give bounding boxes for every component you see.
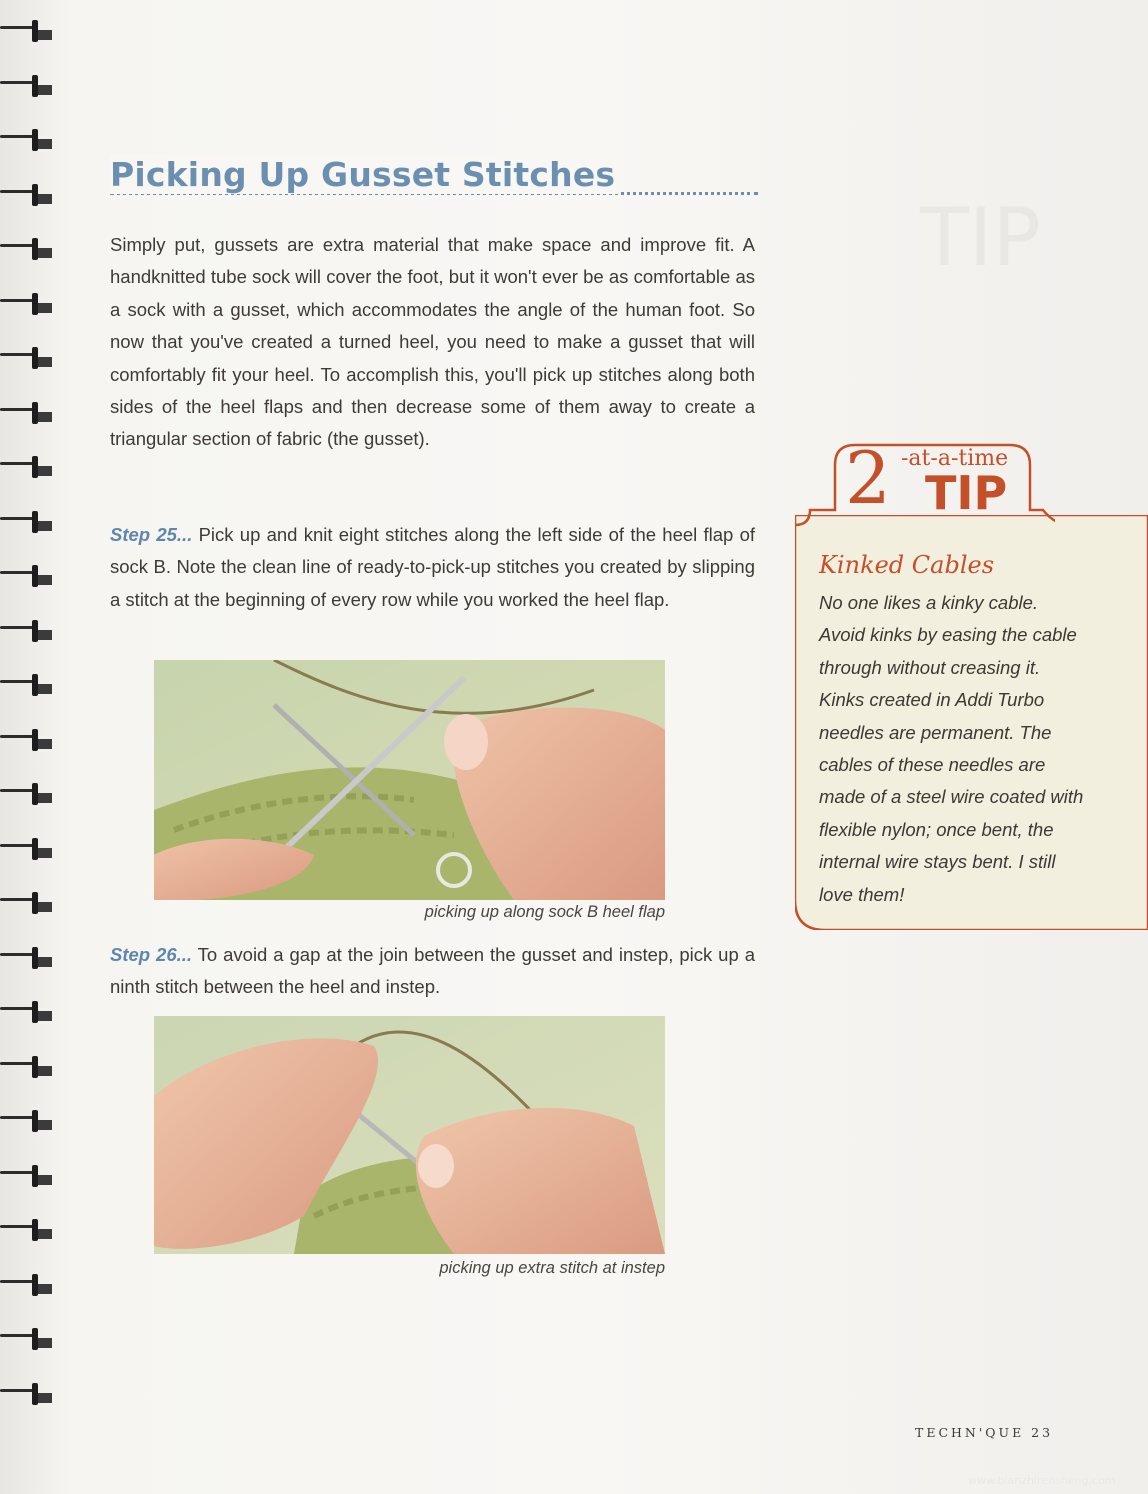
step-25-text: Pick up and knit eight stitches along the left side of the heel flap of sock B. Note the clean line of ready-to-pick-up stitches you created by slipping a stitch at the beginning of every row while you worked the heel flap.: [110, 524, 755, 610]
photo-1-caption: picking up along sock B heel flap: [424, 903, 665, 921]
tip-line: Kinks created in Addi Turbo: [819, 689, 1045, 711]
tip-line: cables of these needles are: [819, 754, 1046, 776]
binding-ring: [0, 783, 56, 805]
binding-ring: [0, 456, 56, 478]
tip-badge-number: 2: [845, 436, 891, 520]
tip-badge-label: TIP: [925, 466, 1008, 520]
binding-ring: [0, 674, 56, 696]
tip-line: Avoid kinks by easing the cable: [819, 624, 1077, 646]
tip-line: internal wire stays bent. I still: [819, 851, 1056, 873]
binding-ring: [0, 729, 56, 751]
tip-line: flexible nylon; once bent, the: [819, 818, 1054, 840]
binding-ring: [0, 20, 56, 42]
binding-ring: [0, 1219, 56, 1241]
tip-line: made of a steel wire coated with: [819, 786, 1084, 808]
tip-badge-subtitle: -at-a-time: [901, 446, 1009, 471]
tip-body: [819, 587, 1139, 911]
step-25-label: Step 25...: [110, 524, 193, 545]
binding-ring: [0, 1328, 56, 1350]
tip-line: through without creasing it.: [819, 656, 1041, 678]
binding-ring: [0, 75, 56, 97]
binding-ring: [0, 1383, 56, 1405]
binding-ring: [0, 1165, 56, 1187]
tip-title: Kinked Cables: [819, 551, 995, 579]
tip-line: needles are permanent. The: [819, 721, 1052, 743]
svg-text:TIP: TIP: [920, 191, 1041, 284]
binding-ring: [0, 1110, 56, 1132]
binding-ring: [0, 1056, 56, 1078]
binding-ring: [0, 184, 56, 206]
binding-ring: [0, 947, 56, 969]
step-26-text: To avoid a gap at the join between the gusset and instep, pick up a ninth stitch between the heel and instep.: [110, 944, 755, 998]
step-26-paragraph: [110, 939, 755, 1004]
tip-sidebar: [795, 515, 1148, 930]
page-title: Picking Up Gusset Stitches: [110, 155, 621, 194]
binding-ring: [0, 620, 56, 642]
photo-instep-pickup: [154, 1016, 665, 1254]
spiral-binding: [0, 20, 60, 1490]
photo-heel-flap-pickup: [154, 660, 665, 900]
tip-badge: [835, 436, 1035, 520]
binding-ring: [0, 129, 56, 151]
page-footer: TECHN'QUE 23: [915, 1425, 1054, 1440]
photo-2-caption: picking up extra stitch at instep: [439, 1259, 665, 1277]
binding-ring: [0, 838, 56, 860]
binding-ring: [0, 1001, 56, 1023]
binding-ring: [0, 565, 56, 587]
step-25-paragraph: [110, 519, 755, 616]
binding-ring: [0, 402, 56, 424]
binding-ring: [0, 892, 56, 914]
binding-ring: [0, 1274, 56, 1296]
binding-ring: [0, 511, 56, 533]
binding-ring: [0, 347, 56, 369]
bleed-through-ghost: [830, 125, 1120, 405]
binding-ring: [0, 293, 56, 315]
tip-line: No one likes a kinky cable.: [819, 592, 1039, 613]
section-heading: [110, 155, 758, 205]
intro-paragraph: Simply put, gussets are extra material that make space and improve fit. A handknitted tube sock will cover the foot, but it won't ever be as comfortable as a sock with a gusset, which accommodates the angle of the human foot. So now that you've created a turned heel, you need to make a gusset that will comfortably fit your heel. To accomplish this, you'll pick up stitches along both sides of the heel flaps and then decrease some of them away to create a triangular section of fabric (the gusset).: [110, 234, 755, 450]
binding-ring: [0, 238, 56, 260]
step-26-label: Step 26...: [110, 944, 193, 965]
watermark: www.bianzhirensheng.com: [968, 1474, 1116, 1487]
tip-line: love them!: [819, 883, 905, 905]
